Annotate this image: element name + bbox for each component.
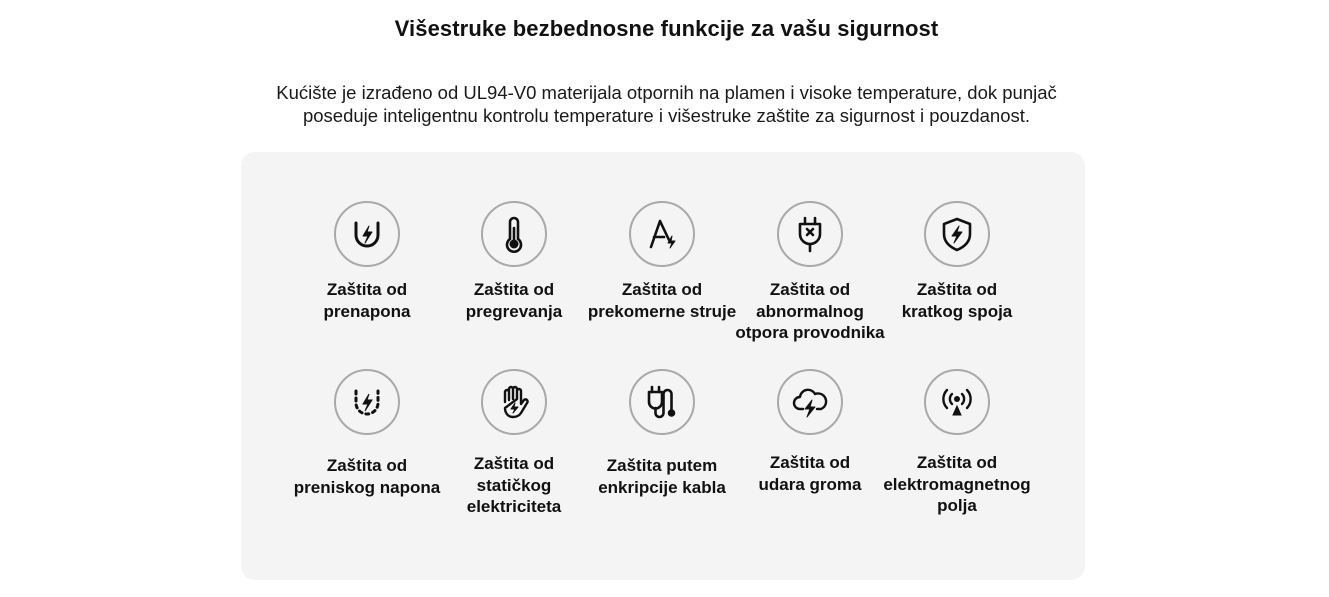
description-line-1: Kućište je izrađeno od UL94-V0 materijala otpornih na plamen i visoke temperature, dok punjač bbox=[276, 82, 1057, 103]
feature-label-electromagnetic: Zaštita od elektromagnetnog polja bbox=[883, 453, 1031, 515]
features-panel bbox=[241, 152, 1085, 580]
surge-protection-icon bbox=[334, 201, 400, 267]
static-hand-icon bbox=[481, 369, 547, 435]
plug-fault-icon bbox=[777, 201, 843, 267]
page-title: Višestruke bezbednosne funkcije za vašu sigurnost bbox=[394, 16, 939, 41]
undervoltage-icon bbox=[334, 369, 400, 435]
feature-label-overcurrent: Zaštita od prekomerne struje bbox=[587, 280, 737, 321]
cable-plug-icon bbox=[629, 369, 695, 435]
feature-label-short-circuit: Zaštita od kratkog spoja bbox=[901, 280, 1013, 321]
thermometer-icon bbox=[481, 201, 547, 267]
overcurrent-icon bbox=[629, 201, 695, 267]
feature-label-conductor-resistance: Zaštita od abnormalnog otpora provodnika bbox=[735, 280, 885, 342]
page-description bbox=[240, 81, 1093, 127]
description-line-2: poseduje inteligentnu kontrolu temperature i višestruke zaštite za sigurnost i pouzdanost. bbox=[302, 105, 1031, 126]
feature-label-undervoltage: Zaštita od preniskog napona bbox=[293, 456, 441, 497]
feature-label-cable-encryption: Zaštita putem enkripcije kabla bbox=[598, 456, 726, 497]
feature-label-static: Zaštita od statičkog elektriciteta bbox=[466, 454, 562, 516]
feature-label-overheat: Zaštita od pregrevanja bbox=[465, 280, 563, 321]
shield-bolt-icon bbox=[924, 201, 990, 267]
cloud-lightning-icon bbox=[777, 369, 843, 435]
feature-label-lightning: Zaštita od udara groma bbox=[758, 453, 862, 494]
antenna-signal-icon bbox=[924, 369, 990, 435]
feature-label-surge: Zaštita od prenapona bbox=[323, 280, 411, 321]
